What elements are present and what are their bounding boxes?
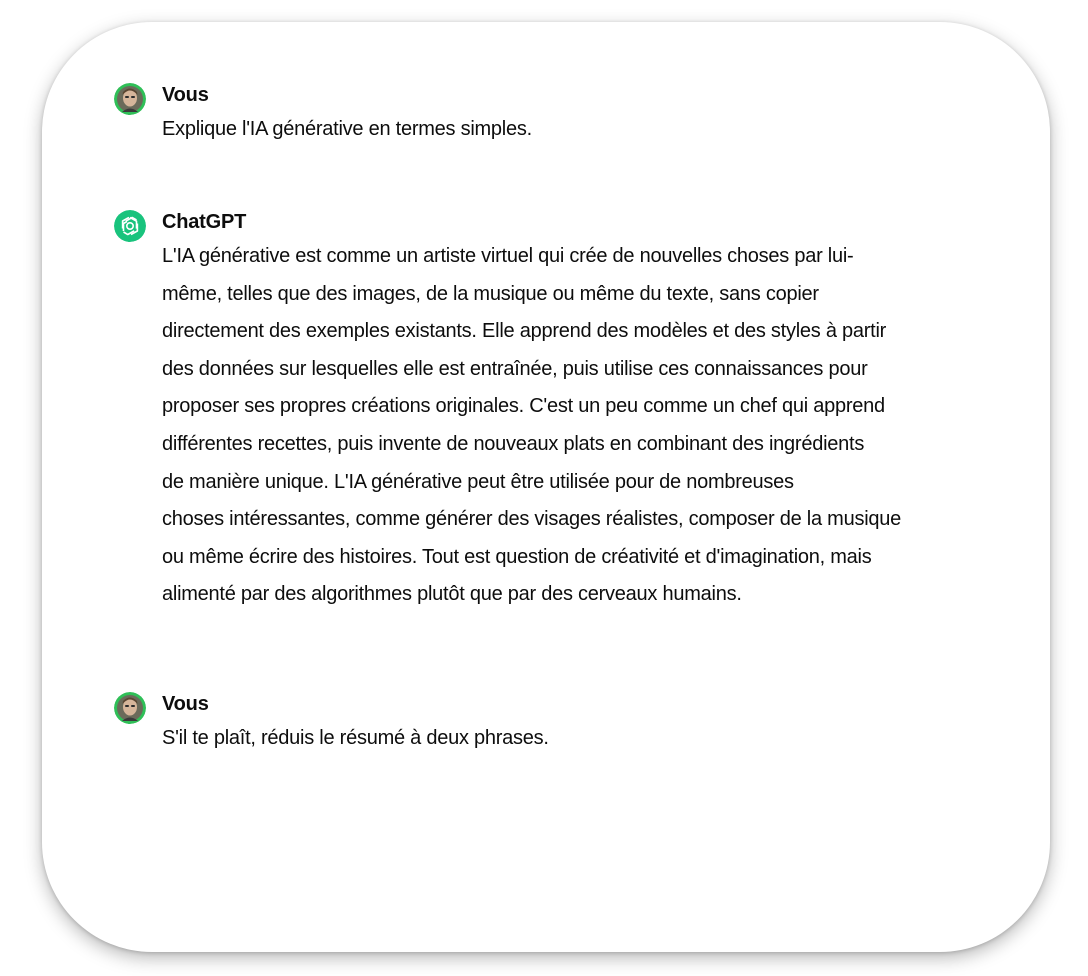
- user-avatar-icon: [114, 692, 146, 724]
- message-text: L'IA générative est comme un artiste virtuel qui crée de nouvelles choses par lui- même, telles que des images, de la musique ou même du texte, sans copier directement des exemples existants. Elle apprend des modèles et des styles à partir des données sur lesquelles elle est entraînée, puis utilise ces connaissances pour proposer ses propres créations originales. C'est un peu comme un chef qui apprend différentes recettes, puis invente de nouveaux plats en combinant des ingrédients de manière unique. L'IA générative peut être utilisée pour de nombreuses choses intéressantes, comme générer des visages réalistes, composer de la musique ou même écrire des histoires. Tout est question de créativité et d'imagination, mais alimenté par des algorithmes plutôt que par des cerveaux humains.: [162, 245, 902, 606]
- user-avatar-icon: [114, 83, 146, 115]
- message-text: S'il te plaît, réduis le résumé à deux phrases.: [162, 727, 549, 749]
- chat-card: [42, 22, 1050, 952]
- openai-logo-icon: [114, 210, 146, 242]
- message-text: Explique l'IA générative en termes simples.: [162, 118, 532, 140]
- message-author: Vous: [162, 693, 209, 715]
- message-author: Vous: [162, 84, 209, 106]
- message-author: ChatGPT: [162, 211, 247, 233]
